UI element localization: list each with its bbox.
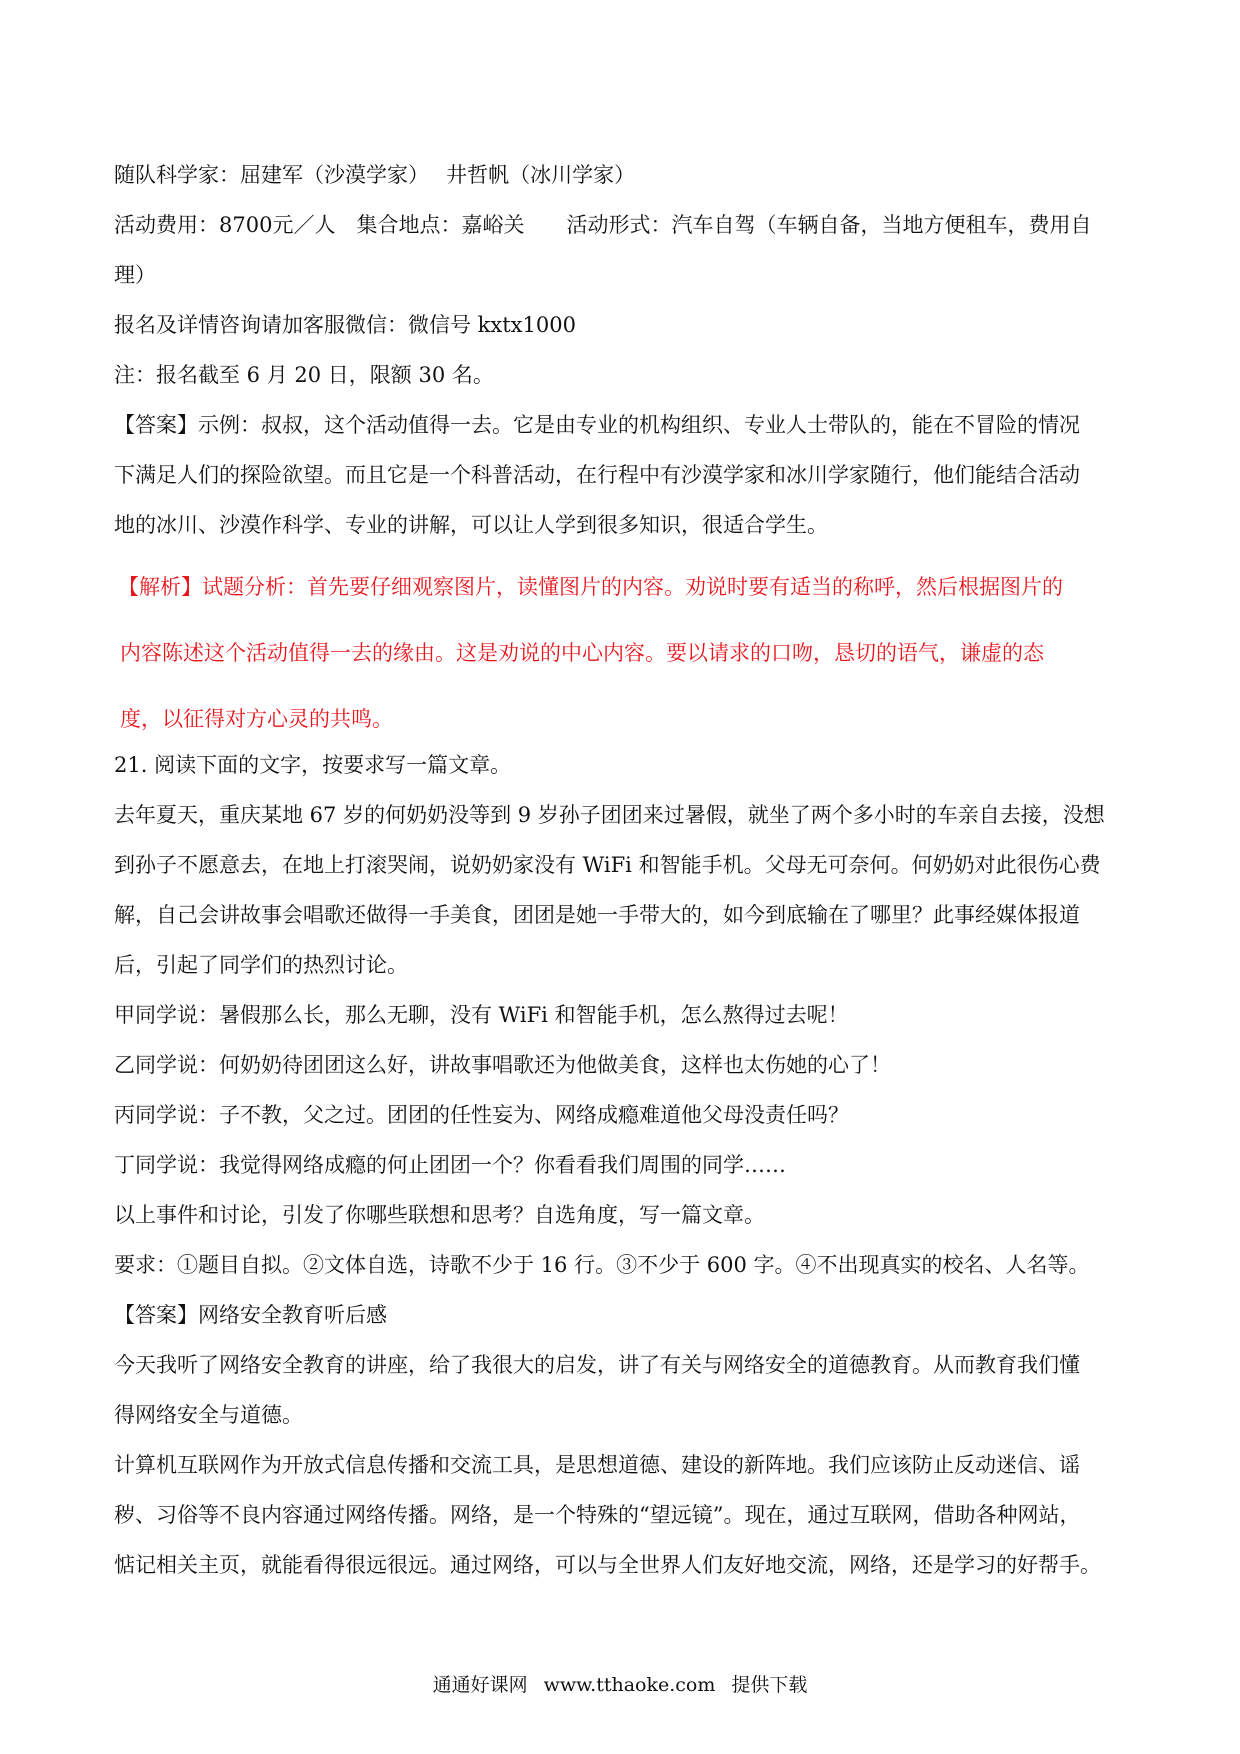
text-line-signup-contact: 报名及详情咨询请加客服微信：微信号 kxtx1000 bbox=[114, 313, 576, 337]
student-b-opinion: 乙同学说：何奶奶待团团这么好，讲故事唱歌还为他做美食，这样也太伤她的心了！ bbox=[114, 1053, 891, 1077]
essay-line-1: 今天我听了网络安全教育的讲座，给了我很大的启发，讲了有关与网络安全的道德教育。从而教育我们懂 bbox=[114, 1353, 1080, 1377]
student-c-opinion: 丙同学说：子不教，父之过。团团的任性妄为、网络成瘾难道他父母没责任吗？ bbox=[114, 1103, 849, 1127]
story-line-2: 到孙子不愿意去，在地上打滚哭闹，说奶奶家没有 WiFi 和智能手机。父母无可奈何。何奶奶对此很伤心费 bbox=[114, 853, 1101, 877]
text-line-activity-info: 活动费用：8700元／人 集合地点：嘉峪关 活动形式：汽车自驾（车辆自备，当地方便租车，费用自 bbox=[114, 213, 1092, 237]
requirements-line: 要求：①题目自拟。②文体自选，诗歌不少于 16 行。③不少于 600 字。④不出现真实的校名、人名等。 bbox=[114, 1253, 1090, 1277]
essay-line-5: 惦记相关主页，就能看得很远很远。通过网络，可以与全世界人们友好地交流，网络，还是学习的好帮手。 bbox=[114, 1553, 1101, 1577]
footer-url[interactable]: www.tthaoke.com bbox=[543, 1674, 716, 1696]
document-body bbox=[114, 150, 1144, 1590]
answer-line-3: 地的冰川、沙漠作科学、专业的讲解，可以让人学到很多知识，很适合学生。 bbox=[114, 513, 828, 537]
question-21-block bbox=[114, 740, 1144, 1590]
page-footer bbox=[0, 1670, 1240, 1697]
student-a-opinion: 甲同学说：暑假那么长，那么无聊，没有 WiFi 和智能手机，怎么熬得过去呢！ bbox=[114, 1003, 849, 1027]
footer-suffix: 提供下载 bbox=[731, 1674, 808, 1696]
analysis-block bbox=[114, 554, 1144, 752]
text-line-scientists: 随队科学家：屈建军（沙漠学家） 井哲帆（冰川学家） bbox=[114, 163, 636, 187]
text-line-signup-note: 注：报名截至 6 月 20 日，限额 30 名。 bbox=[114, 363, 494, 387]
essay-line-4: 秽、习俗等不良内容通过网络传播。网络，是一个特殊的“望远镜”。现在，通过互联网，借助各种网站， bbox=[114, 1503, 1081, 1527]
story-line-1: 去年夏天，重庆某地 67 岁的何奶奶没等到 9 岁孙子团团来过暑假，就坐了两个多小时的车亲自去接，没想 bbox=[114, 803, 1105, 827]
analysis-line-1: 【解析】试题分析：首先要仔细观察图片，读懂图片的内容。劝说时要有适当的称呼，然后根据图片的 bbox=[118, 575, 1063, 599]
analysis-line-3: 度，以征得对方心灵的共鸣。 bbox=[120, 707, 393, 731]
student-d-opinion: 丁同学说：我觉得网络成瘾的何止团团一个？你看看我们周围的同学…… bbox=[114, 1153, 786, 1177]
question-21-title: 21. 阅读下面的文字，按要求写一篇文章。 bbox=[114, 753, 512, 777]
answer-line-2: 下满足人们的探险欲望。而且它是一个科普活动，在行程中有沙漠学家和冰川学家随行，他们能结合活动 bbox=[114, 463, 1080, 487]
story-line-4: 后，引起了同学们的热烈讨论。 bbox=[114, 953, 408, 977]
essay-line-3: 计算机互联网作为开放式信息传播和交流工具，是思想道德、建设的新阵地。我们应该防止反动迷信、谣 bbox=[114, 1453, 1080, 1477]
essay-answer-title: 【答案】网络安全教育听后感 bbox=[114, 1303, 387, 1327]
footer-site-name: 通通好课网 bbox=[432, 1674, 528, 1696]
prompt-line: 以上事件和讨论，引发了你哪些联想和思考？自选角度，写一篇文章。 bbox=[114, 1203, 765, 1227]
story-line-3: 解，自己会讲故事会唱歌还做得一手美食，团团是她一手带大的，如今到底输在了哪里？此事经媒体报道 bbox=[114, 903, 1080, 927]
answer-line-1: 【答案】示例：叔叔，这个活动值得一去。它是由专业的机构组织、专业人士带队的，能在不冒险的情况 bbox=[114, 413, 1080, 437]
essay-line-2: 得网络安全与道德。 bbox=[114, 1403, 303, 1427]
analysis-line-2: 内容陈述这个活动值得一去的缘由。这是劝说的中心内容。要以请求的口吻，恳切的语气，谦虚的态 bbox=[120, 641, 1044, 665]
text-line-activity-info-cont: 理） bbox=[114, 263, 156, 287]
